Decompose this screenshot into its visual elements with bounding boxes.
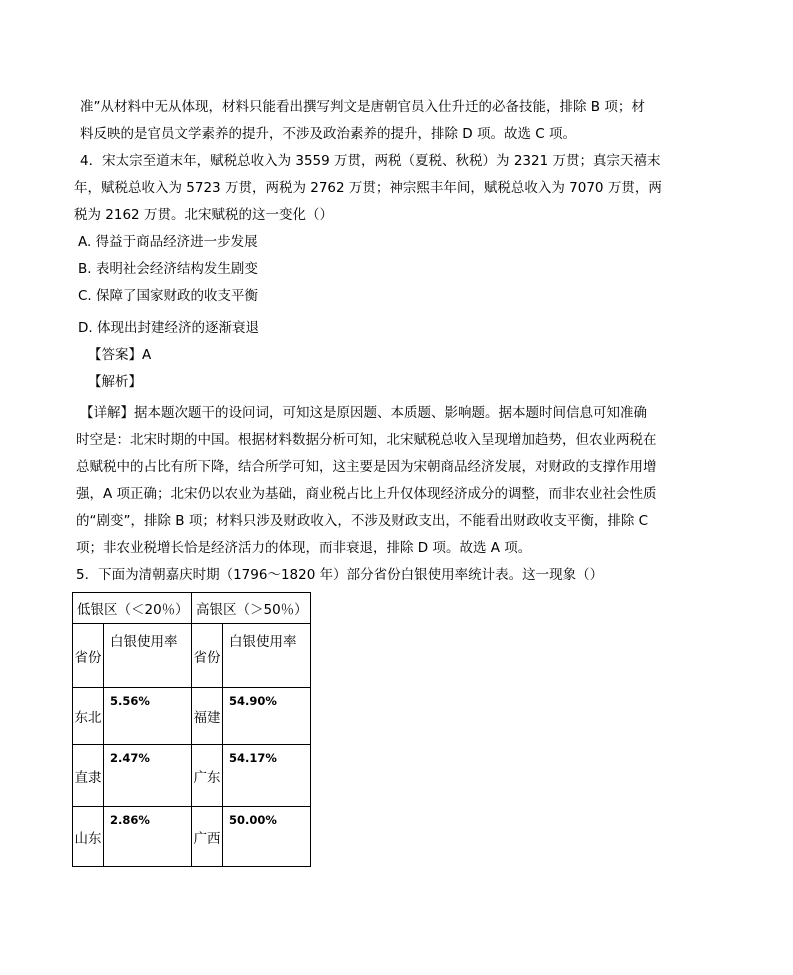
rate-cell: 5.56% <box>104 688 192 745</box>
province-cell: 直隶 <box>73 745 104 807</box>
analysis-label: 【解析】 <box>88 374 142 390</box>
province-column-header: 省份 <box>73 624 104 688</box>
province-column-header: 省份 <box>192 624 223 688</box>
option-b: B. 表明社会经济结构发生剧变 <box>78 261 258 277</box>
question-4-stem-line-2: 年，赋税总收入为 5723 万贯，两税为 2762 万贯；神宗熙丰年间，赋税总收入为 7070 万贯，两 <box>74 180 662 196</box>
detail-line-4: 强，A 项正确；北宋仍以农业为基础，商业税占比上升仅体现经济成分的调整，而非农业社会性质 <box>76 486 657 502</box>
detail-line-5: 的“剧变”，排除 B 项；材料只涉及财政收入，不涉及财政支出，不能看出财政收支平衡，排除 C <box>76 513 649 529</box>
province-cell: 福建 <box>192 688 223 745</box>
low-silver-header: 低银区（＜20％） <box>73 593 192 624</box>
previous-answer-line-1: 准”从材料中无从体现，材料只能看出撰写判文是唐朝官员入仕升迁的必备技能，排除 B 项；材 <box>80 99 645 115</box>
answer-label: 【答案】A <box>88 347 152 363</box>
rate-cell: 50.00% <box>223 807 311 867</box>
province-cell: 东北 <box>73 688 104 745</box>
detail-line-6: 项；非农业税增长恰是经济活力的体现，而非衰退，排除 D 项。故选 A 项。 <box>76 540 532 556</box>
rate-cell: 2.86% <box>104 807 192 867</box>
high-silver-header: 高银区（＞50％） <box>192 593 311 624</box>
province-cell: 广西 <box>192 807 223 867</box>
silver-usage-table <box>72 592 311 867</box>
previous-answer-line-2: 料反映的是官员文学素养的提升，不涉及政治素养的提升，排除 D 项。故选 C 项。 <box>80 126 576 142</box>
question-5-stem: 5．下面为清朝嘉庆时期（1796～1820 年）部分省份白银使用率统计表。这一现象（） <box>76 567 604 583</box>
rate-column-header: 白银使用率 <box>104 624 192 688</box>
option-c: C. 保障了国家财政的收支平衡 <box>78 288 259 304</box>
table-row <box>73 807 311 867</box>
rate-cell: 54.90% <box>223 688 311 745</box>
question-4-stem-line-1: 4．宋太宗至道末年，赋税总收入为 3559 万贯，两税（夏税、秋税）为 2321 万贯；真宗天禧末 <box>80 153 661 169</box>
question-4-stem-line-3: 税为 2162 万贯。北宋赋税的这一变化（） <box>74 207 333 223</box>
table-row <box>73 745 311 807</box>
option-a: A. 得益于商品经济进一步发展 <box>78 234 258 250</box>
rate-column-header: 白银使用率 <box>223 624 311 688</box>
rate-cell: 2.47% <box>104 745 192 807</box>
rate-cell: 54.17% <box>223 745 311 807</box>
detail-line-2: 时空是：北宋时期的中国。根据材料数据分析可知，北宋赋税总收入呈现增加趋势，但农业两税在 <box>76 432 657 448</box>
option-d: D. 体现出封建经济的逐渐衰退 <box>78 320 259 336</box>
province-cell: 广东 <box>192 745 223 807</box>
province-cell: 山东 <box>73 807 104 867</box>
detail-line-3: 总赋税中的占比有所下降，结合所学可知，这主要是因为宋朝商品经济发展，对财政的支撑作用增 <box>76 459 657 475</box>
table-row <box>73 688 311 745</box>
detail-line-1: 【详解】据本题次题干的设问词，可知这是原因题、本质题、影响题。据本题时间信息可知准确 <box>80 405 647 421</box>
